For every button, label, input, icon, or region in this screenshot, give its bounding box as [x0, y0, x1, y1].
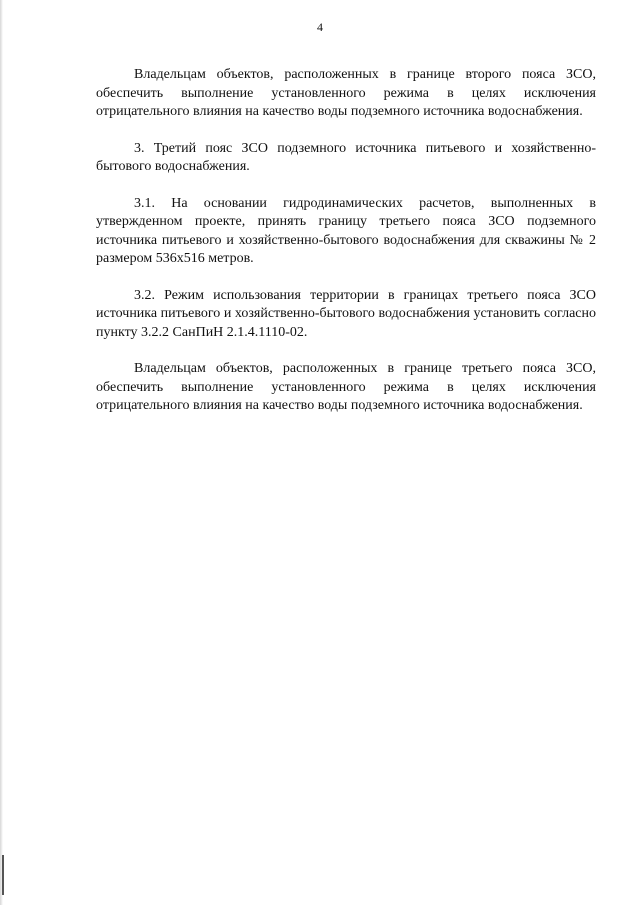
paragraph-owners-second-belt: Владельцам объектов, расположенных в границе второго пояса ЗСО, обеспечить выполнение установленного режима в целях исключения отрицательного влияния на качество воды подземного источника водоснабжения.	[96, 67, 596, 119]
page-edge	[0, 0, 3, 905]
paragraph-owners-third-belt: Владельцам объектов, расположенных в границе третьего пояса ЗСО, обеспечить выполнение установленного режима в целях исключения отрицательного влияния на качество воды подземного источника водоснабжения.	[96, 361, 596, 413]
document-body	[96, 66, 596, 434]
binding-mark	[2, 855, 4, 895]
paragraph-third-belt-heading: 3. Третий пояс ЗСО подземного источника питьевого и хозяйственно-бытового водоснабжения.	[96, 140, 596, 174]
paragraph-3-2-regime: 3.2. Режим использования территории в границах третьего пояса ЗСО источника питьевого и хозяйственно-бытового водоснабжения установить согласно пункту 3.2.2 СанПиН 2.1.4.1110-02.	[96, 287, 596, 340]
page-number: 4	[317, 20, 323, 34]
paragraph-3-1-boundary: 3.1. На основании гидродинамических расчетов, выполненных в утвержденном проекте, принять границу третьего пояса ЗСО подземного источника питьевого и хозяйственно-бытового водоснабжения для скважины № 2 размером 536х516 метров.	[96, 195, 596, 266]
